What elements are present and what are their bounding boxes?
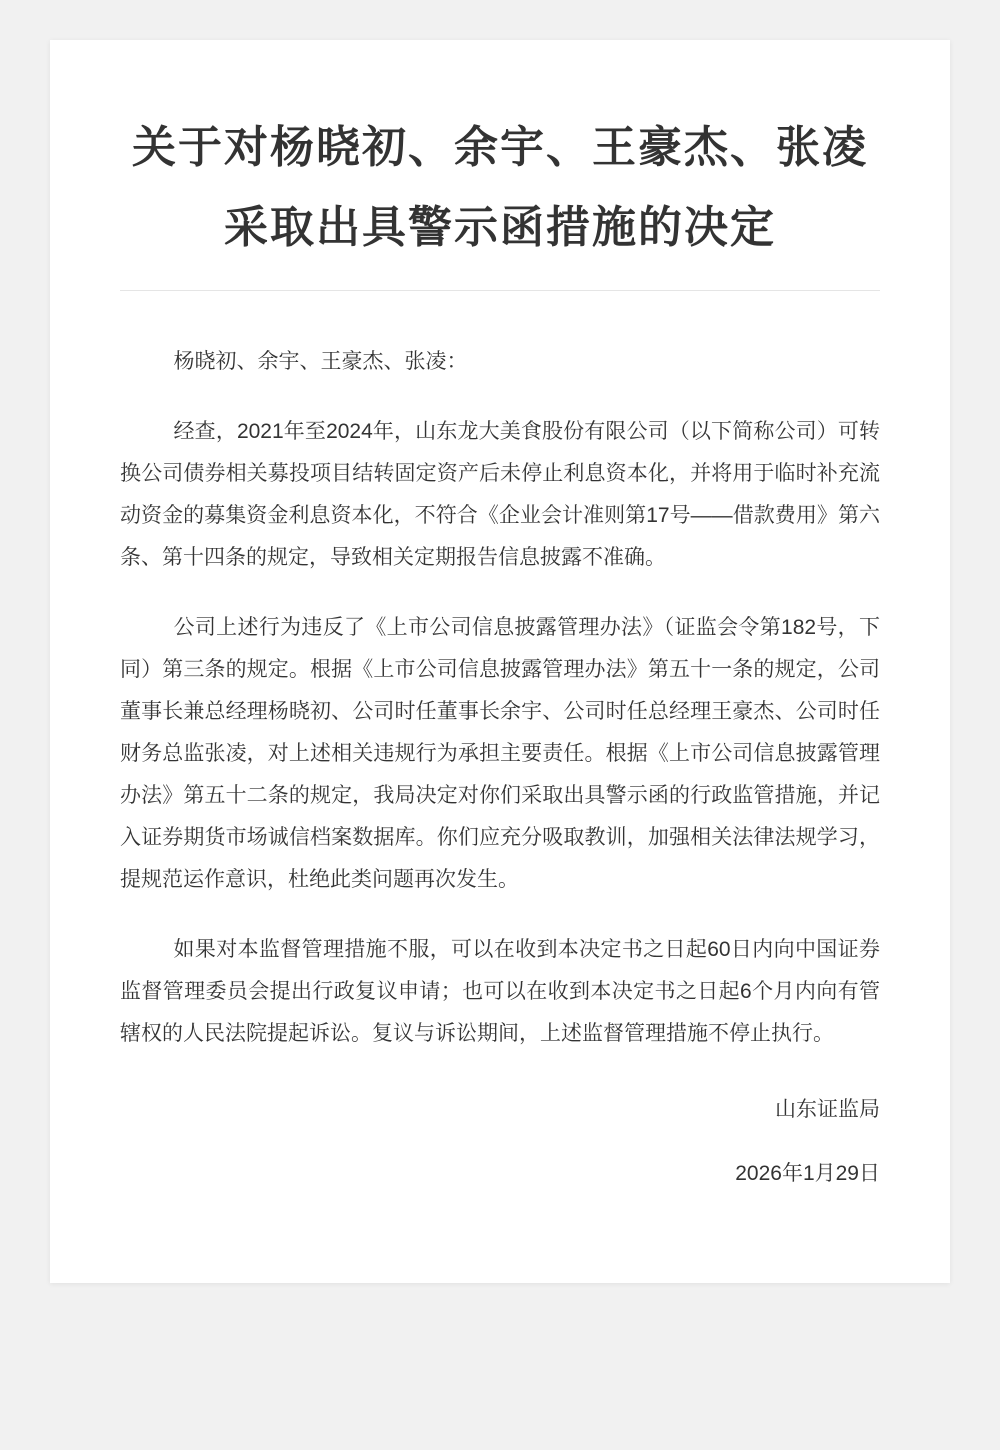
document-body	[120, 341, 880, 1195]
document-card	[50, 40, 950, 1283]
paragraph-findings: 经查，2021年至2024年，山东龙大美食股份有限公司（以下简称公司）可转换公司债券相关募投项目结转固定资产后未停止利息资本化，并将用于临时补充流动资金的募集资金利息资本化，不符合《企业会计准则第17号——借款费用》第六条、第十四条的规定，导致相关定期报告信息披露不准确。	[120, 420, 880, 569]
signature-date: 2026年1月29日	[735, 1162, 880, 1185]
paragraph-appeal-rights: 如果对本监督管理措施不服，可以在收到本决定书之日起60日内向中国证券监督管理委员会提出行政复议申请；也可以在收到本决定书之日起6个月内向有管辖权的人民法院提起诉讼。复议与诉讼期间，上述监督管理措施不停止执行。	[120, 938, 880, 1045]
paragraph-decision: 公司上述行为违反了《上市公司信息披露管理办法》（证监会令第182号，下同）第三条的规定。根据《上市公司信息披露管理办法》第五十一条的规定，公司董事长兼总经理杨晓初、公司时任董事长余宇、公司时任总经理王豪杰、公司时任财务总监张凌，对上述相关违规行为承担主要责任。根据《上市公司信息披露管理办法》第五十二条的规定，我局决定对你们采取出具警示函的行政监管措施，并记入证券期货市场诚信档案数据库。你们应充分吸取教训，加强相关法律法规学习，提规范运作意识，杜绝此类问题再次发生。	[120, 616, 880, 891]
salutation: 杨晓初、余宇、王豪杰、张凌：	[173, 350, 468, 373]
title-divider	[120, 290, 880, 291]
document-title: 关于对杨晓初、余宇、王豪杰、张凌采取出具警示函措施的决定	[132, 123, 868, 252]
signature-org: 山东证监局	[775, 1098, 880, 1121]
